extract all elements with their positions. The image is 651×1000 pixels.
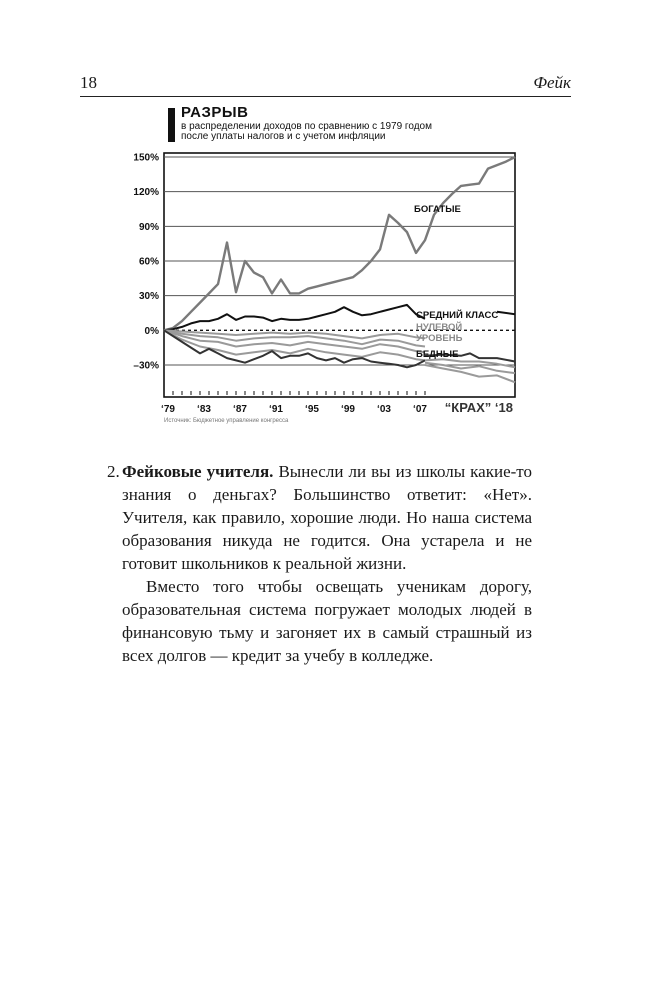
list-item-text: Вынесли ли вы из школы какие-то знания о деньгах? Большинство ответит: «Нет». Учителя, как правило, хорошие люди. Но наша система образования никуда не годится. Она устарела и не готовит школьников к реальной жизни. [122,462,532,573]
chart-title: РАЗРЫВ [181,104,249,121]
series-line [425,359,515,367]
y-tick-label: 60% [138,256,159,268]
income-gap-figure [120,105,530,435]
list-number: 2. [107,462,120,481]
series-line [497,312,515,314]
list-item-heading: Фейковые учителя. [122,462,274,481]
x-tick-label: ‘07 [413,404,427,415]
series-line [164,305,425,330]
body-text [107,460,532,667]
y-tick-label: 90% [138,221,159,233]
x-tick-label: ‘83 [197,404,211,415]
x-tick-label: ‘95 [305,404,319,415]
y-tick-label: 150% [133,152,159,164]
y-tick-label: 0% [144,325,159,337]
y-tick-label: 120% [133,187,159,199]
series-label: СРЕДНИЙ КЛАСС [416,310,499,321]
list-item-fake-teachers [107,460,532,575]
x-tick-label: ‘03 [377,404,391,415]
series-line [164,157,515,330]
header-rule [80,96,571,97]
y-tick-label: 30% [138,291,159,303]
x-tick-label: ‘99 [341,404,355,415]
paragraph: Вместо того чтобы освещать ученикам дорогу, образовательная система погружает молодых людей в финансовую тьму и загоняет их в самый страшный из всех долгов — кредит за учебу в колледже. [122,577,532,665]
x-tick-label: ‘79 [161,404,175,415]
series-label: БОГАТЫЕ [414,204,461,215]
chart-subtitle-line: после уплаты налогов и с учетом инфляции [181,131,386,142]
x-tick-label: ‘91 [269,404,283,415]
income-gap-chart [120,105,530,435]
chart-subtitle-line: в распределении доходов по сравнению с 1979 годом [181,121,432,132]
chart-source: Источник: Бюджетное управление конгресса [164,418,289,424]
series-label: НУЛЕВОЙ [416,322,463,333]
page-number: 18 [80,73,97,92]
running-head: Фейк [533,73,571,92]
x-tick-label: ‘87 [233,404,247,415]
series-label: БЕДНЫЕ [416,349,459,360]
chart-brand: “КРАХ” ‘18 [444,400,513,415]
y-tick-label: –30% [133,360,159,372]
series-label: УРОВЕНЬ [416,333,463,344]
